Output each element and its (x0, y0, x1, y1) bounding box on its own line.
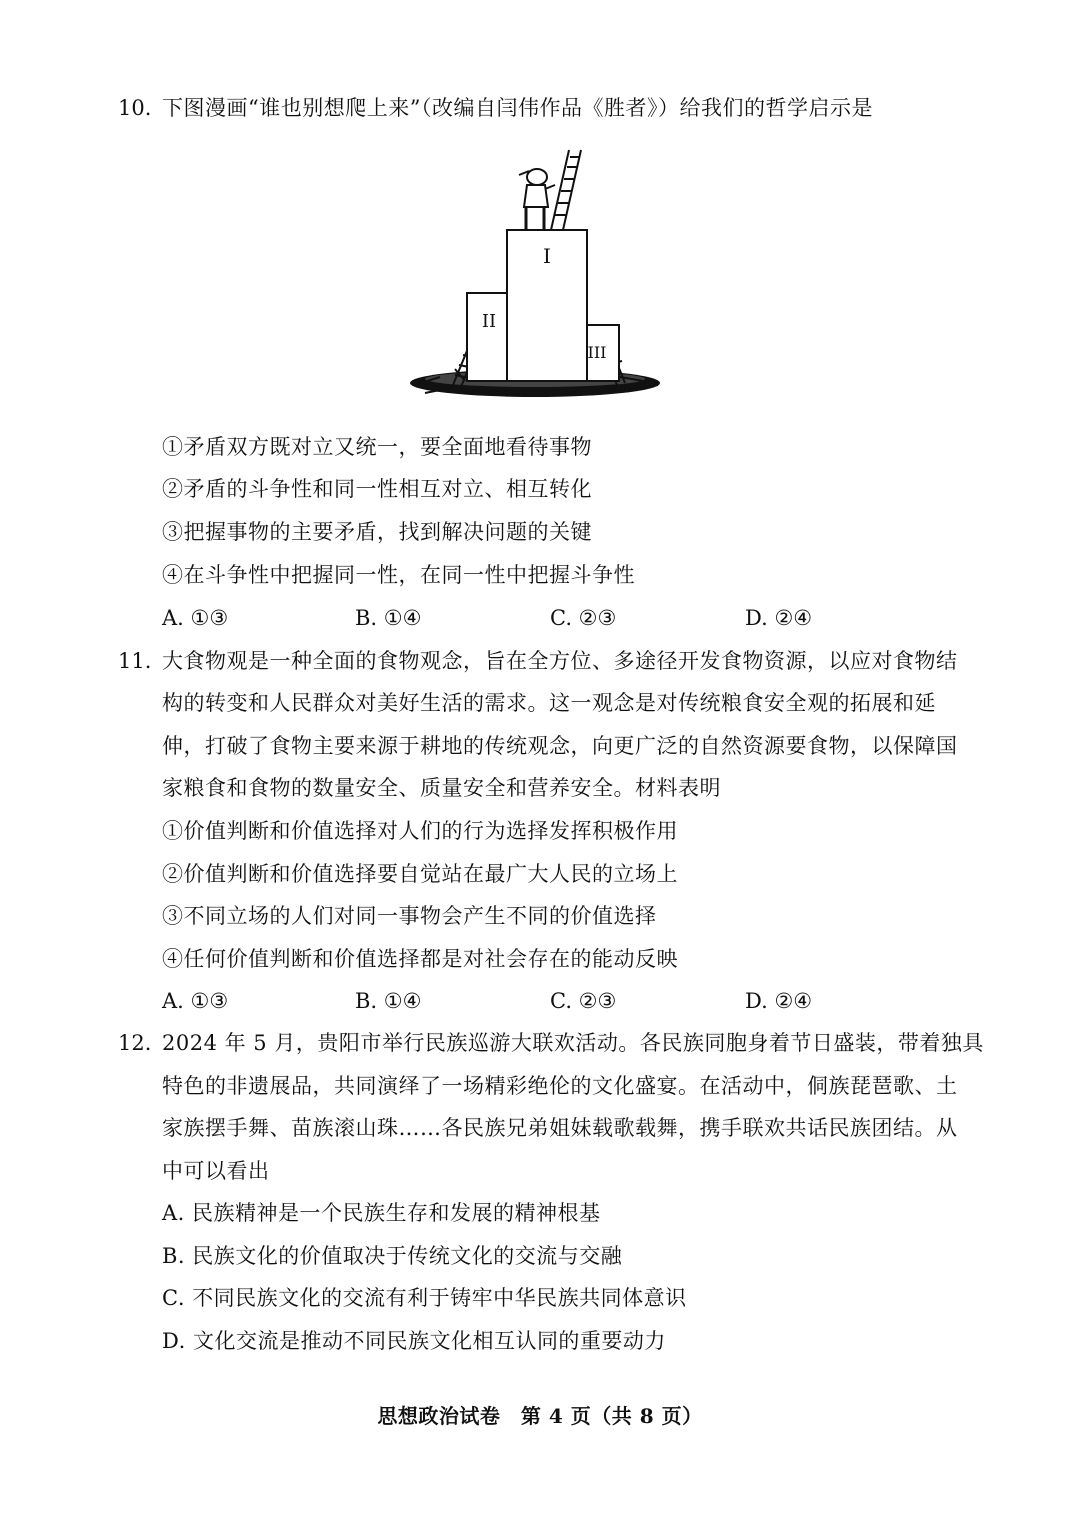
q11-statement-3: ③不同立场的人们对同一事物会产生不同的价值选择 (162, 904, 657, 928)
question-12-stem-line-4: 中可以看出 (162, 1159, 270, 1183)
question-12-stem-line-3: 家族摆手舞、苗族滚山珠……各民族兄弟姐妹载歌载舞，携手联欢共话民族团结。从 (162, 1116, 958, 1140)
question-11-stem-line-2: 构的转变和人民群众对美好生活的需求。这一观念是对传统粮食安全观的拓展和延 (162, 691, 936, 715)
q11-choice-b: B. ①④ (355, 989, 422, 1013)
q10-statement-4: ④在斗争性中把握同一性，在同一性中把握斗争性 (162, 563, 635, 587)
q12-choice-a: A. 民族精神是一个民族生存和发展的精神根基 (162, 1201, 601, 1225)
question-10-number: 10. (118, 96, 152, 120)
q12-choice-c: C. 不同民族文化的交流有利于铸牢中华民族共同体意识 (162, 1286, 687, 1310)
q10-statement-2: ②矛盾的斗争性和同一性相互对立、相互转化 (162, 477, 592, 501)
q10-choice-d: D. ②④ (745, 606, 813, 630)
question-12-stem-line-2: 特色的非遗展品，共同演绎了一场精彩绝伦的文化盛宴。在活动中，侗族琵琶歌、土 (162, 1074, 958, 1098)
q10-choice-c: C. ②③ (550, 606, 617, 630)
q10-choice-a: A. ①③ (162, 606, 229, 630)
question-11-number: 11. (118, 649, 152, 673)
q11-statement-1: ①价值判断和价值选择对人们的行为选择发挥积极作用 (162, 819, 678, 843)
q11-statement-4: ④任何价值判断和价值选择都是对社会存在的能动反映 (162, 947, 678, 971)
question-11-stem-line-1: 大食物观是一种全面的食物观念，旨在全方位、多途径开发食物资源，以应对食物结 (162, 649, 958, 673)
podium-label-first: I (543, 244, 551, 268)
q11-statement-2: ②价值判断和价值选择要自觉站在最广大人民的立场上 (162, 862, 678, 886)
podium-label-second: II (481, 311, 497, 332)
q11-choice-a: A. ①③ (162, 989, 229, 1013)
q11-choice-c: C. ②③ (550, 989, 617, 1013)
question-11-stem-line-4: 家粮食和食物的数量安全、质量安全和营养安全。材料表明 (162, 776, 721, 800)
q10-choice-b: B. ①④ (355, 606, 422, 630)
q12-choice-b: B. 民族文化的价值取决于传统文化的交流与交融 (162, 1244, 623, 1268)
q11-choice-d: D. ②④ (745, 989, 813, 1013)
q12-choice-d: D. 文化交流是推动不同民族文化相互认同的重要动力 (162, 1329, 666, 1353)
question-12-stem-line-1: 2024 年 5 月，贵阳市举行民族巡游大联欢活动。各民族同胞身着节日盛装，带着独具 (162, 1031, 984, 1055)
q10-statement-1: ①矛盾双方既对立又统一，要全面地看待事物 (162, 435, 592, 459)
page-footer: 思想政治试卷 第 4 页（共 8 页） (377, 1404, 703, 1428)
question-12-number: 12. (118, 1031, 152, 1055)
q10-statement-3: ③把握事物的主要矛盾，找到解决问题的关键 (162, 520, 592, 544)
question-11-stem-line-3: 伸，打破了食物主要来源于耕地的传统观念，向更广泛的自然资源要食物，以保障国 (162, 734, 958, 758)
podium-cartoon (405, 145, 665, 410)
question-10-stem: 下图漫画“谁也别想爬上来”（改编自闫伟作品《胜者》）给我们的哲学启示是 (162, 96, 873, 120)
podium-label-third: III (587, 343, 607, 362)
